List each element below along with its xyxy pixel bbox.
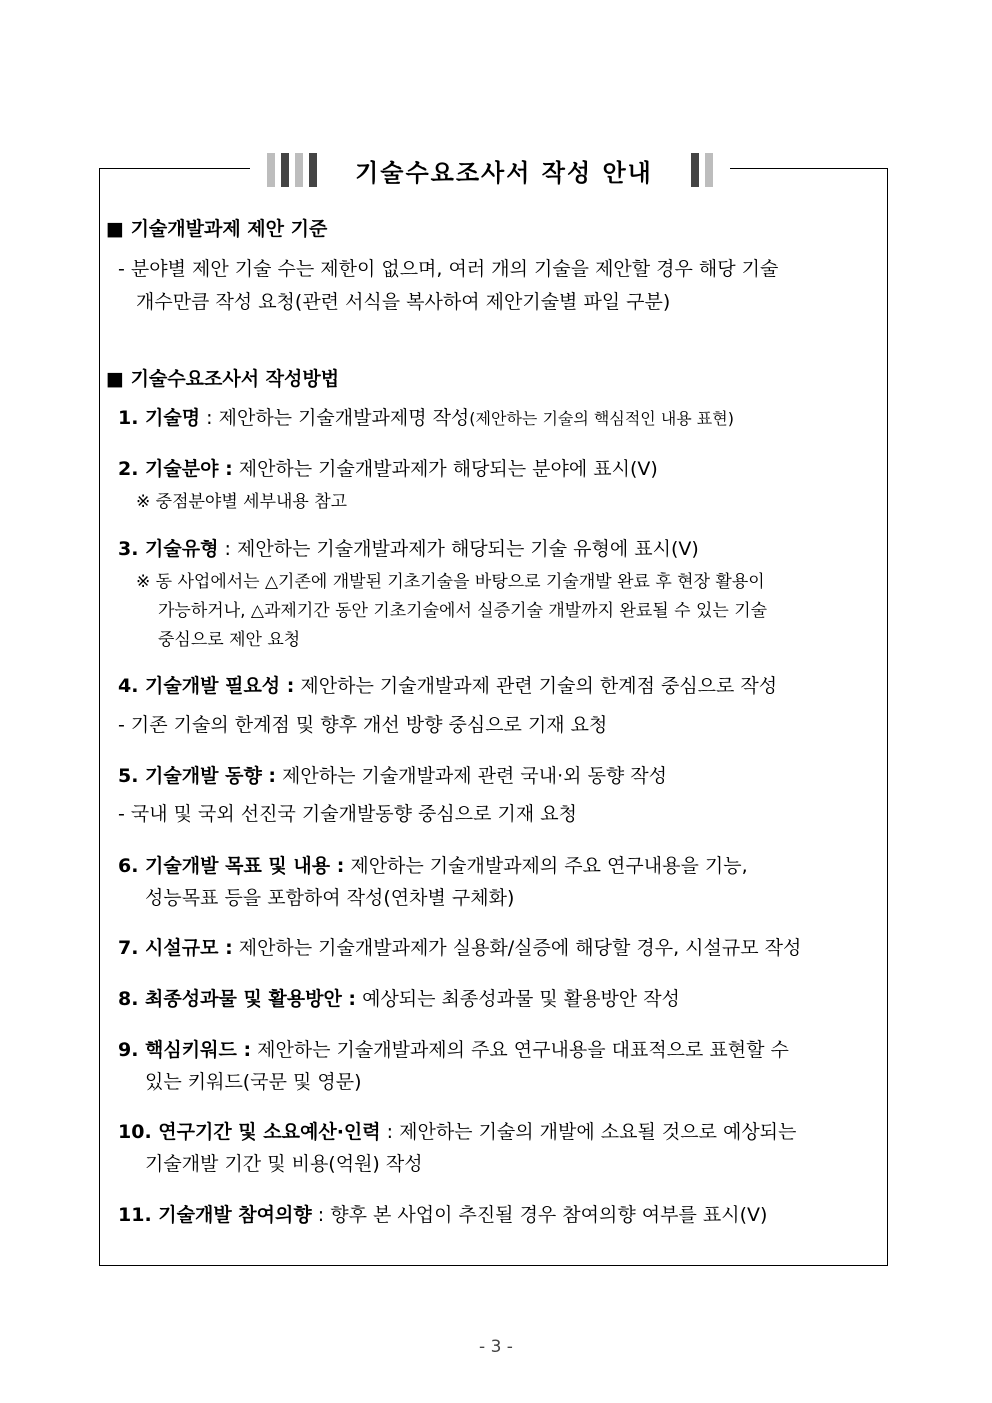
item-separator: : [218,538,237,560]
item-text: 제안하는 기술의 개발에 소요될 것으로 예상되는 [399,1121,797,1143]
continuation-text: 기술개발 기간 및 비용(억원) 작성 [145,1153,423,1175]
list-item [118,406,734,431]
list-item [118,537,699,561]
note-text: 중심으로 제안 요청 [158,630,301,650]
sub-text: - 기존 기술의 한계점 및 향후 개선 방향 중심으로 기재 요청 [118,714,608,736]
item-text: 제안하는 기술개발과제가 실용화/실증에 해당할 경우, 시설규모 작성 [232,937,802,959]
list-item [118,674,777,698]
continuation-text: 있는 키워드(국문 및 영문) [145,1071,362,1093]
list-item [118,1038,789,1062]
page-number: - 3 - [479,1337,513,1357]
item-label: 1. 기술명 [118,407,201,429]
list-item [118,854,748,878]
body-text: 개수만큼 작성 요청(관련 서식을 복사하여 제안기술별 파일 구분) [136,291,671,313]
sub-text: - 국내 및 국외 선진국 기술개발동향 중심으로 기재 요청 [118,803,577,825]
decor-bar [691,153,699,187]
item-label: 6. 기술개발 목표 및 내용 : [118,855,345,877]
item-label: 4. 기술개발 필요성 : [118,675,295,697]
right-decor-bars [691,153,713,187]
item-label: 10. 연구기간 및 소요예산·인력 [118,1121,381,1143]
decor-bar [295,153,303,187]
item-text: 제안하는 기술개발과제의 주요 연구내용을 기능, [344,855,748,877]
continuation-text: 성능목표 등을 포함하여 작성(연차별 구체화) [145,887,515,909]
note-text: ※ 중점분야별 세부내용 참고 [136,492,348,512]
list-item [118,764,667,788]
item-label: 2. 기술분야 : [118,458,233,480]
item-text: 예상되는 최종성과물 및 활용방안 작성 [356,988,680,1010]
list-item [118,1120,796,1144]
item-text: 제안하는 기술개발과제가 해당되는 기술 유형에 표시(V) [236,538,699,560]
title-banner [250,148,730,192]
item-label: 9. 핵심키워드 : [118,1039,252,1061]
section-heading: ■ 기술개발과제 제안 기준 [106,218,328,240]
item-text: 제안하는 기술개발과제명 작성 [218,407,470,429]
decor-bar [309,153,317,187]
item-text: 제안하는 기술개발과제가 해당되는 분야에 표시(V) [232,458,658,480]
section-heading: ■ 기술수요조사서 작성방법 [106,368,340,390]
item-separator: : [200,407,219,429]
item-text: 제안하는 기술개발과제의 주요 연구내용을 대표적으로 표현할 수 [251,1039,789,1061]
page-title: 기술수요조사서 작성 안내 [355,158,653,187]
item-separator: : [380,1121,400,1143]
list-item [118,987,680,1011]
decor-bar [267,153,275,187]
item-label: 11. 기술개발 참여의향 [118,1204,312,1226]
item-label: 3. 기술유형 [118,538,219,560]
item-label: 5. 기술개발 동향 : [118,765,277,787]
note-text: 가능하거나, △과제기간 동안 기초기술에서 실증기술 개발까지 완료될 수 있는 기술 [158,601,768,621]
item-text: 제안하는 기술개발과제 관련 기술의 한계점 중심으로 작성 [294,675,778,697]
list-item [118,457,658,481]
item-text: 향후 본 사업이 추진될 경우 참여의향 여부를 표시(V) [330,1204,768,1226]
item-label: 7. 시설규모 : [118,937,233,959]
item-extra: (제안하는 기술의 핵심적인 내용 표현) [469,409,734,428]
item-text: 제안하는 기술개발과제 관련 국내·외 동향 작성 [276,765,668,787]
left-decor-bars [267,153,317,187]
note-text: ※ 동 사업에서는 △기존에 개발된 기초기술을 바탕으로 기술개발 완료 후 현장 활용이 [136,572,765,592]
list-item [118,936,801,960]
decor-bar [705,153,713,187]
list-item [118,1203,767,1227]
item-label: 8. 최종성과물 및 활용방안 : [118,988,357,1010]
body-text: - 분야별 제안 기술 수는 제한이 없으며, 여러 개의 기술을 제안할 경우 해당 기술 [118,258,779,280]
item-separator: : [311,1204,331,1226]
decor-bar [281,153,289,187]
